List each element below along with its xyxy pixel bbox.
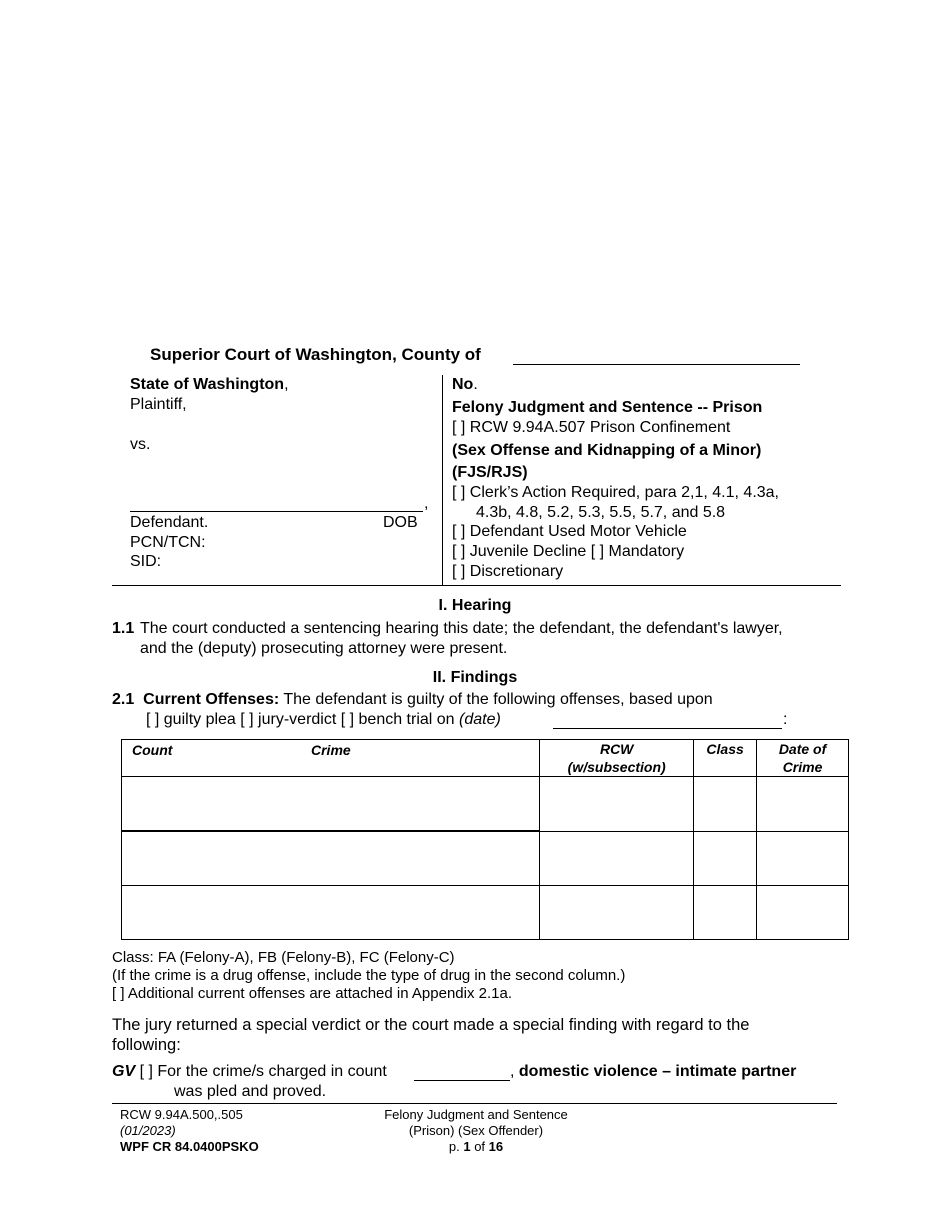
sex-offense-label: (Sex Offense and Kidnapping of a Minor) [452, 442, 762, 459]
vs-label: vs. [130, 436, 151, 453]
special-verdict-text-2: following: [112, 1036, 181, 1054]
rcw-cell[interactable] [540, 886, 694, 940]
county-blank[interactable] [513, 364, 800, 365]
hearing-number: 1.1 [112, 620, 135, 637]
class-header: Class [694, 740, 757, 777]
appendix-checkbox[interactable]: [ ] Additional current offenses are attached in Appendix 2.1a. [112, 985, 512, 1002]
table-row [122, 831, 849, 886]
class-legend: Class: FA (Felony-A), FB (Felony-B), FC (Felony-C) [112, 949, 455, 966]
class-cell[interactable] [694, 777, 757, 832]
rcw-prison-checkbox[interactable]: [ ] RCW 9.94A.507 Prison Confinement [452, 419, 731, 436]
defendant-name-blank[interactable] [130, 511, 423, 512]
date-cell[interactable] [757, 831, 849, 886]
court-title: Superior Court of Washington, County of [150, 345, 481, 364]
gv-count-blank[interactable] [414, 1080, 510, 1081]
table-row [122, 886, 849, 940]
date-cell[interactable] [757, 886, 849, 940]
dob-label: DOB [383, 514, 418, 531]
page-indicator: p. 1 of 16 [448, 1139, 504, 1154]
pcn-label: PCN/TCN: [130, 534, 206, 551]
findings-heading: II. Findings [432, 669, 518, 686]
rcw-cell[interactable] [540, 777, 694, 832]
clerk-action-paragraphs: 4.3b, 4.8, 5.2, 5.3, 5.5, 5.7, and 5.8 [476, 504, 726, 521]
footer-form-number: WPF CR 84.0400PSKO [120, 1139, 259, 1154]
caption-divider [442, 375, 443, 585]
drug-note: (If the crime is a drug offense, include the type of drug in the second column.) [112, 967, 626, 984]
date-header: Date of Crime [757, 740, 849, 777]
case-number-label: No. [452, 376, 478, 393]
trial-date-blank[interactable] [553, 728, 782, 729]
offenses-header-row [122, 740, 849, 777]
count-crime-header [122, 740, 540, 777]
crime-cell[interactable] [122, 777, 540, 832]
defendant-comma: , [424, 495, 429, 512]
crime-cell[interactable] [122, 831, 540, 886]
hearing-text-2: and the (deputy) prosecuting attorney were present. [140, 640, 508, 657]
footer-title-2: (Prison) (Sex Offender) [408, 1123, 544, 1138]
current-offenses-line: 2.1 Current Offenses: The defendant is guilty of the following offenses, based upon [112, 691, 713, 708]
offenses-table [121, 739, 849, 940]
document-title: Felony Judgment and Sentence -- Prison [452, 399, 763, 416]
table-row [122, 777, 849, 832]
gv-domestic-violence: , domestic violence – intimate partner [510, 1063, 797, 1080]
trial-date-colon: : [783, 711, 788, 728]
hearing-text-1: The court conducted a sentencing hearing this date; the defendant, the defendant's lawyer, [140, 620, 783, 637]
motor-vehicle-checkbox[interactable]: [ ] Defendant Used Motor Vehicle [452, 523, 687, 540]
rcw-header: RCW (w/subsection) [540, 740, 694, 777]
gv-finding[interactable]: GV [ ] For the crime/s charged in count [112, 1063, 387, 1080]
clerk-action-checkbox[interactable]: [ ] Clerk’s Action Required, para 2,1, 4.1, 4.3a, [452, 484, 779, 501]
count-header: Count [132, 742, 173, 758]
defendant-label: Defendant. [130, 514, 209, 531]
special-verdict-text-1: The jury returned a special verdict or the court made a special finding with regard to the [112, 1016, 750, 1034]
caption-bottom-rule [112, 585, 841, 586]
plaintiff-role: Plaintiff, [130, 396, 187, 413]
hearing-heading: I. Hearing [438, 597, 512, 614]
discretionary-checkbox[interactable]: [ ] Discretionary [452, 563, 564, 580]
class-cell[interactable] [694, 886, 757, 940]
footer-rcw: RCW 9.94A.500,.505 [120, 1107, 243, 1122]
rcw-cell[interactable] [540, 831, 694, 886]
date-cell[interactable] [757, 777, 849, 832]
footer-date: (01/2023) [120, 1123, 176, 1138]
sid-label: SID: [130, 553, 162, 570]
plaintiff-party: State of Washington, [130, 376, 289, 393]
crime-header: Crime [311, 742, 351, 758]
fjs-label: (FJS/RJS) [452, 464, 528, 481]
footer-rule [112, 1103, 837, 1104]
footer-title-1: Felony Judgment and Sentence [384, 1107, 568, 1122]
juvenile-decline-checkbox[interactable]: [ ] Juvenile Decline [ ] Mandatory [452, 543, 685, 560]
gv-pled-proved: was pled and proved. [174, 1083, 327, 1100]
verdict-options[interactable]: [ ] guilty plea [ ] jury-verdict [ ] bench trial on (date) [146, 711, 501, 728]
class-cell[interactable] [694, 831, 757, 886]
crime-cell[interactable] [122, 886, 540, 940]
